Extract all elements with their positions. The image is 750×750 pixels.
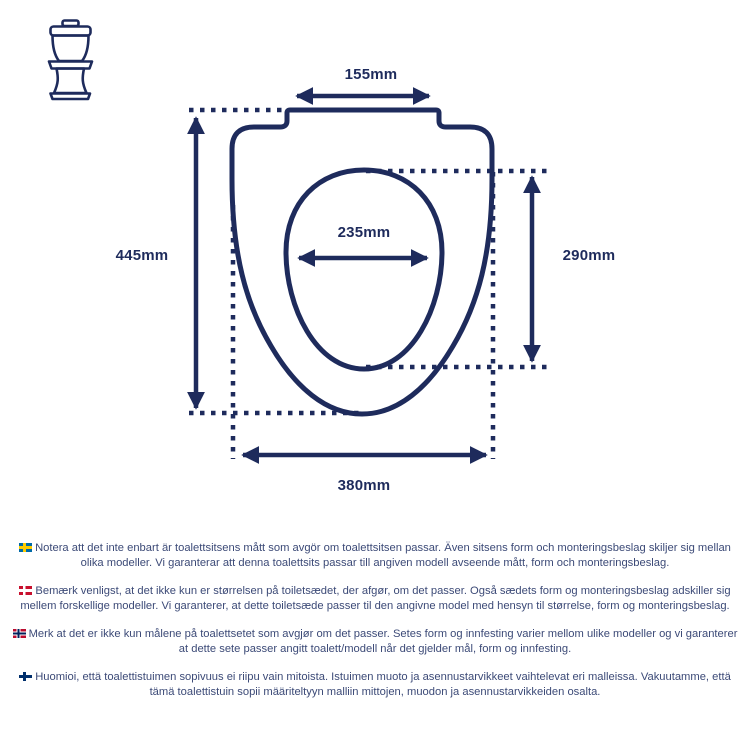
- dim-label-inner-width: 235mm: [337, 224, 391, 241]
- finland-flag-icon: [19, 672, 32, 681]
- note-finnish: [11, 670, 739, 700]
- seat-opening-outline: [286, 170, 442, 369]
- fit-notes: [8, 541, 742, 713]
- norway-flag-icon: [13, 629, 26, 638]
- dim-label-outer-length: 445mm: [115, 247, 169, 264]
- note-swedish: [11, 541, 739, 571]
- note-finnish-text: Huomioi, että toalettistuimen sopivuus ei riipu vain mitoista. Istuimen muoto ja asennustarvikkeet vaihtelevat eri malleissa. Vakuutamme, että tämä toalettistuin sopii määriteltyyn malliin mittojen, muodon ja asennustarvikkeiden osalta.: [35, 671, 731, 698]
- note-danish-text: Bemærk venligst, at det ikke kun er størrelsen på toiletsædet, der afgør, om det passer. Også sædets form og monteringsbeslag adskiller sig mellem forskellige modeller. Vi garanterer, at dette toiletsæde passer til den angivne model med hensyn til størrelse, form og monteringsbeslag.: [20, 585, 731, 612]
- sweden-flag-icon: [19, 543, 32, 552]
- dim-label-inner-length: 290mm: [562, 247, 616, 264]
- denmark-flag-icon: [19, 586, 32, 595]
- note-danish: [11, 584, 739, 614]
- dim-label-hinge-width: 155mm: [344, 66, 398, 83]
- dim-label-outer-width: 380mm: [337, 477, 391, 494]
- note-swedish-text: Notera att det inte enbart är toalettsitsens mått som avgör om toalettsitsen passar. Även sitsens form och monteringsbeslag skiljer sig mellan olika modeller. Vi garanterar att denna toalettsits passar till angiven modell avseende mått, form och monteringsbeslag.: [35, 542, 731, 569]
- note-norwegian: [11, 627, 739, 657]
- note-norwegian-text: Merk at det er ikke kun målene på toalettsetet som avgjør om det passer. Setes form og innfesting varier mellom ulike modeller og vi garanterer at dette sete passer angitt toalett/modell når det gjelder mål, form og innfesting.: [28, 628, 738, 655]
